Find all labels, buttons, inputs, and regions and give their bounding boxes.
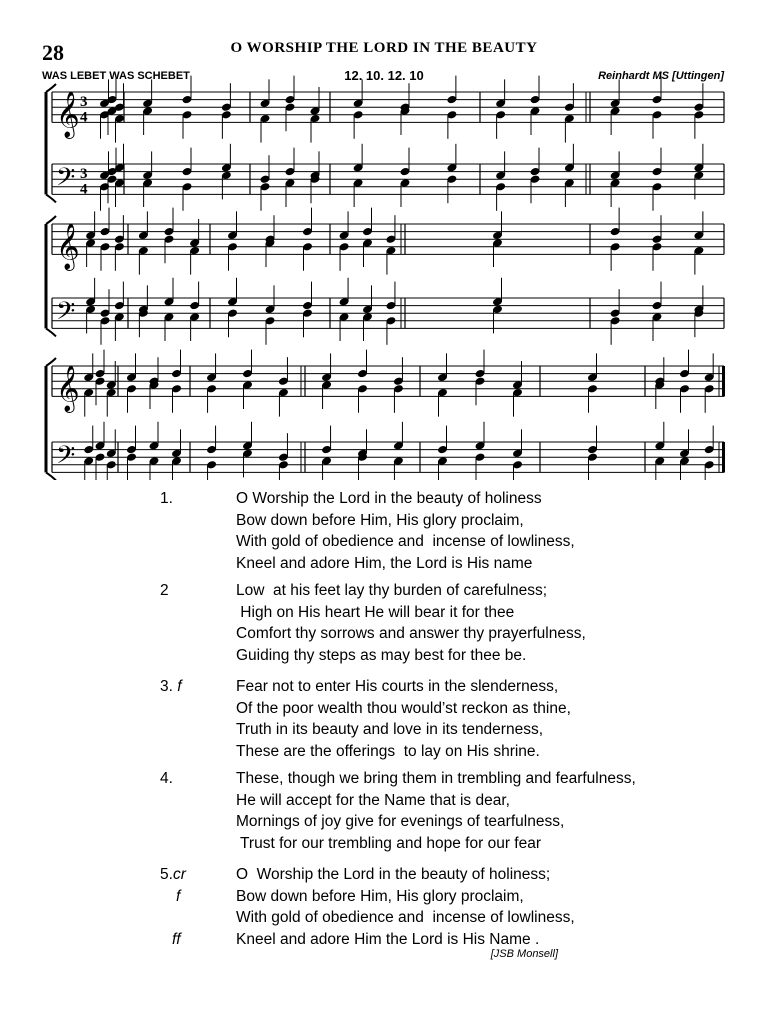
verse-line: These, though we bring them in trembling and fearfulness, xyxy=(236,770,636,787)
bass-clef: 𝄢 xyxy=(56,296,76,332)
verse-line: Low at his feet lay thy burden of carefulness; xyxy=(236,582,548,599)
verse-line: He will accept for the Name that is dear, xyxy=(236,791,510,809)
time-signature-bottom: 4 xyxy=(80,109,88,126)
page-number: 28 xyxy=(42,40,64,65)
tune-name: WAS LEBET WAS SCHEBET xyxy=(42,70,190,82)
verse-number: 5.cr xyxy=(160,866,186,883)
bass-clef: 𝄢 xyxy=(56,440,76,476)
verse-line: Kneel and adore Him the Lord is His Name . xyxy=(236,930,540,948)
treble-clef: 𝄞 xyxy=(56,365,80,412)
time-signature-bottom: 4 xyxy=(80,181,88,198)
verse-line: With gold of obedience and incense of lowliness, xyxy=(236,533,575,550)
verse-line: Mornings of joy give for evenings of tearfulness, xyxy=(236,813,565,830)
verse-line: O Worship the Lord in the beauty of holiness xyxy=(236,490,542,507)
verse-line: Bow down before Him, His glory proclaim, xyxy=(236,887,524,905)
verse-line: Of the poor wealth thou would’st reckon as thine, xyxy=(236,699,571,717)
treble-clef: 𝄞 xyxy=(56,223,80,270)
hymn-title: O WORSHIP THE LORD IN THE BEAUTY xyxy=(230,40,538,56)
final-barline-thick xyxy=(722,366,725,396)
verse-line: Guiding thy steps as may best for thee be. xyxy=(236,646,527,664)
dynamic-marking: ff xyxy=(172,930,181,948)
bracket-hook xyxy=(46,472,56,480)
bracket-hook xyxy=(46,194,56,202)
verse-number: 4. xyxy=(160,770,173,787)
dynamic-marking: f xyxy=(176,887,181,905)
time-signature-top: 3 xyxy=(80,94,88,111)
verse-line: With gold of obedience and incense of lowliness, xyxy=(236,909,575,926)
meter: 12. 10. 12. 10 xyxy=(344,68,424,83)
treble-clef: 𝄞 xyxy=(56,91,80,138)
lyricist-credit: [JSB Monsell] xyxy=(490,948,558,960)
verse-line: Kneel and adore Him, the Lord is His name xyxy=(236,554,533,572)
verse-line: Fear not to enter His courts in the slenderness, xyxy=(236,678,559,695)
verse-line: Bow down before Him, His glory proclaim, xyxy=(236,511,524,529)
bracket-hook xyxy=(46,358,56,366)
verse-line: Trust for our trembling and hope for our fear xyxy=(236,834,541,852)
composer: Reinhardt MS [Uttingen] xyxy=(598,70,724,82)
verse-line: Comfort thy sorrows and answer thy prayerfulness, xyxy=(236,625,586,642)
time-signature-top: 3 xyxy=(80,166,88,183)
bracket-hook xyxy=(46,84,56,92)
verse-line: High on His heart He will bear it for thee xyxy=(236,603,515,621)
bracket-hook xyxy=(46,216,56,224)
verse-number: 3. f xyxy=(160,678,182,695)
bass-clef: 𝄢 xyxy=(56,162,76,198)
music-score xyxy=(0,0,768,480)
verse-line: These are the offerings to lay on His shrine. xyxy=(236,742,540,760)
verse-line: Truth in its beauty and love in its tenderness, xyxy=(236,721,544,738)
bracket-hook xyxy=(46,328,56,336)
verse-line: O Worship the Lord in the beauty of holiness; xyxy=(236,866,551,883)
verse-number: 1. xyxy=(160,490,173,507)
final-barline-thick xyxy=(722,442,725,472)
verse-number: 2 xyxy=(160,582,169,599)
